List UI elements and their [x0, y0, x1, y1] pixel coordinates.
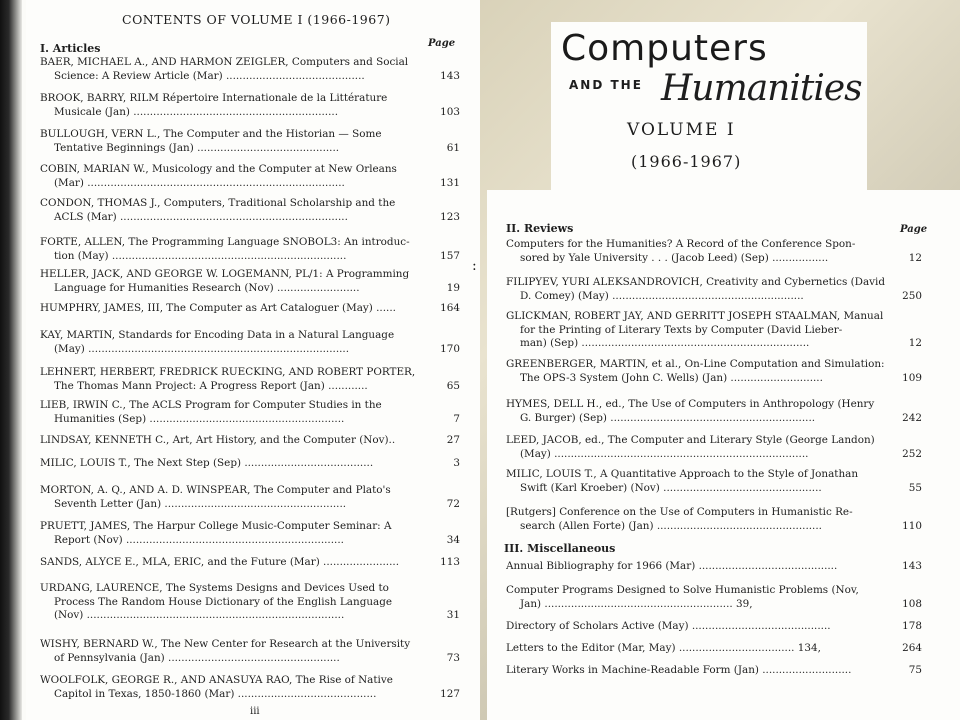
toc-entry	[506, 276, 892, 303]
toc-entry-page: 113	[440, 556, 460, 568]
toc-entry	[40, 520, 428, 547]
toc-entry-line: ACLS (Mar) .....................................................................	[54, 210, 348, 223]
toc-entry-line: (Nov) ..............................................................................	[54, 609, 345, 621]
toc-entry-line: LEED, JACOB, ed., The Computer and Literary Style (George Landon)	[506, 434, 875, 446]
toc-entry-page: 143	[902, 560, 922, 572]
toc-entry-line: Letters to the Editor (Mar, May) ................................... 134,	[506, 642, 821, 654]
toc-entry	[506, 238, 892, 265]
toc-entry-page: 103	[440, 105, 460, 118]
toc-entry-page: 34	[446, 533, 460, 546]
section-reviews-heading: II. Reviews	[506, 222, 574, 235]
toc-entry	[40, 638, 428, 665]
toc-entry-line: The OPS-3 System (John C. Wells) (Jan) ............................	[520, 371, 823, 384]
toc-entry-line: COBIN, MARIAN W., Musicology and the Computer at New Orleans	[40, 163, 397, 175]
toc-entry-line: Swift (Karl Kroeber) (Nov) ................................................	[520, 481, 822, 494]
toc-entry-line: Computers for the Humanities? A Record of the Conference Spon-	[506, 238, 856, 250]
toc-entry-line: Humanities (Sep) ...........................................................	[54, 412, 345, 425]
toc-entry-line: LINDSAY, KENNETH C., Art, Art History, and the Computer (Nov)..	[40, 434, 396, 446]
toc-entry-page: 3	[453, 457, 460, 469]
toc-entry-line: [Rutgers] Conference on the Use of Computers in Humanistic Re-	[506, 506, 853, 518]
toc-entry	[40, 674, 428, 701]
toc-entry-line: search (Allen Forte) (Jan) ..................................................	[520, 519, 822, 532]
toc-entry-page: 19	[446, 281, 460, 294]
toc-entry-line: The Thomas Mann Project: A Progress Report (Jan) ............	[54, 379, 368, 392]
toc-entry-page: 108	[902, 597, 922, 610]
toc-entry-line: Tentative Beginnings (Jan) ...........................................	[54, 141, 340, 154]
toc-entry	[40, 163, 428, 190]
toc-entry-line: Jan) ......................................................... 39,	[520, 597, 753, 610]
toc-entry-page: 178	[902, 620, 922, 632]
toc-entry	[40, 128, 428, 155]
toc-entry-line: BAER, MICHAEL A., AND HARMON ZEIGLER, Computers and Social	[40, 56, 409, 68]
toc-entry-page: 61	[446, 141, 460, 154]
toc-entry	[506, 560, 892, 574]
toc-entry-page: 109	[902, 371, 922, 384]
toc-entry-line: FILIPYEV, YURI ALEKSANDROVICH, Creativity and Cybernetics (David	[506, 276, 886, 288]
toc-entry-line: Science: A Review Article (Mar) ..........................................	[54, 69, 365, 82]
toc-entry-page: 250	[902, 289, 922, 302]
toc-entry	[40, 434, 428, 448]
toc-entry-line: (May) ...............................................................................	[54, 342, 350, 355]
page-column-label: Page	[428, 38, 456, 49]
toc-entry-page: 7	[453, 412, 460, 425]
section-misc-heading: III. Miscellaneous	[504, 542, 616, 555]
toc-entry	[40, 457, 428, 471]
toc-entry	[40, 197, 428, 224]
toc-entry	[40, 366, 428, 393]
gutter-mark: :	[472, 258, 477, 274]
toc-entry-page: 27	[446, 434, 460, 446]
toc-entry-line: (Mar) ..............................................................................	[54, 176, 345, 189]
toc-entry	[506, 398, 892, 425]
toc-entry-line: for the Printing of Literary Texts by Computer (David Lieber-	[520, 323, 843, 336]
masthead-volume: VOLUME I	[627, 120, 736, 140]
toc-entry	[506, 584, 892, 611]
toc-entry	[40, 56, 428, 83]
toc-entry-page: 157	[440, 249, 460, 262]
page-edge	[0, 0, 22, 720]
toc-entry	[506, 506, 892, 533]
section-articles-heading: I. Articles	[40, 42, 101, 55]
toc-entry	[40, 236, 428, 263]
masthead-and-the: AND THE	[569, 78, 643, 92]
toc-entry-line: sored by Yale University . . . (Jacob Leed) (Sep) .................	[520, 251, 829, 264]
toc-entry-line: WISHY, BERNARD W., The New Center for Research at the University	[40, 638, 411, 650]
toc-entry-line: Computer Programs Designed to Solve Humanistic Problems (Nov,	[506, 584, 859, 596]
toc-entry-line: of Pennsylvania (Jan) ....................................................	[54, 651, 340, 664]
toc-entry-line: Musicale (Jan) ..............................................................	[54, 105, 339, 118]
toc-entry-line: Report (Nov) ..................................................................	[54, 533, 344, 546]
toc-entry-line: PRUETT, JAMES, The Harpur College Music-Computer Seminar: A	[40, 520, 392, 532]
toc-entry-page: 264	[902, 642, 922, 654]
toc-entry-line: HELLER, JACK, AND GEORGE W. LOGEMANN, PL/1: A Programming	[40, 268, 410, 280]
toc-entry-line: BULLOUGH, VERN L., The Computer and the Historian — Some	[40, 128, 382, 140]
toc-entry-line: GREENBERGER, MARTIN, et al., On-Line Computation and Simulation:	[506, 358, 885, 370]
toc-entry-line: CONDON, THOMAS J., Computers, Traditional Scholarship and the	[40, 197, 396, 209]
page-number-footer: iii	[250, 706, 260, 717]
toc-entry-line: WOOLFOLK, GEORGE R., AND ANASUYA RAO, The Rise of Native	[40, 674, 393, 686]
toc-entry-page: 72	[446, 497, 460, 510]
toc-entry-line: Process The Random House Dictionary of the English Language	[54, 595, 393, 608]
toc-entry-line: tion (May) .......................................................................	[54, 249, 347, 262]
toc-entry-line: Language for Humanities Research (Nov) .........................	[54, 281, 360, 294]
toc-entry-line: MILIC, LOUIS T., A Quantitative Approach to the Style of Jonathan	[506, 468, 859, 480]
toc-entry-page: 12	[908, 251, 922, 264]
toc-entry-page: 65	[446, 379, 460, 392]
toc-entry-page: 252	[902, 447, 922, 460]
contents-title: CONTENTS OF VOLUME I (1966-1967)	[122, 12, 391, 27]
toc-entry-line: LEHNERT, HERBERT, FREDRICK RUECKING, AND ROBERT PORTER,	[40, 366, 416, 378]
toc-entry-page: 12	[908, 337, 922, 349]
toc-entry	[506, 468, 892, 495]
toc-entry-line: SANDS, ALYCE E., MLA, ERIC, and the Future (Mar) .......................	[40, 556, 400, 568]
toc-entry-line: (May) .............................................................................	[520, 447, 809, 460]
toc-entry	[40, 268, 428, 295]
masthead-years: (1966-1967)	[631, 152, 742, 171]
toc-entry-page: 123	[440, 210, 460, 223]
toc-entry-line: man) (Sep) .....................................................................	[520, 337, 810, 349]
toc-entry	[506, 642, 892, 656]
toc-entry	[40, 302, 428, 316]
toc-entry-line: URDANG, LAURENCE, The Systems Designs and Devices Used to	[40, 582, 389, 594]
toc-entry-line: BROOK, BARRY, RILM Répertoire Internationale de la Littérature	[40, 92, 388, 104]
toc-entry-page: 31	[446, 609, 460, 621]
toc-entry-page: 131	[440, 176, 460, 189]
toc-entry	[40, 484, 428, 511]
toc-entry-page: 164	[440, 302, 460, 314]
journal-masthead	[551, 22, 867, 192]
toc-entry	[40, 92, 428, 119]
toc-entry-page: 127	[440, 687, 460, 700]
toc-entry-line: GLICKMAN, ROBERT JAY, AND GERRITT JOSEPH STAALMAN, Manual	[506, 310, 884, 322]
toc-entry-page: 143	[440, 69, 460, 82]
masthead-computers: Computers	[561, 28, 768, 69]
toc-entry-page: 73	[446, 651, 460, 664]
toc-entry	[40, 556, 428, 570]
toc-entry	[506, 664, 892, 678]
toc-entry-line: HYMES, DELL H., ed., The Use of Computers in Anthropology (Henry	[506, 398, 875, 410]
masthead-humanities: Humanities	[661, 68, 862, 109]
toc-entry-line: MORTON, A. Q., AND A. D. WINSPEAR, The Computer and Plato's	[40, 484, 391, 496]
reviews-page-label: Page	[900, 224, 928, 235]
toc-entry-line: LIEB, IRWIN C., The ACLS Program for Computer Studies in the	[40, 399, 382, 411]
toc-entry	[506, 620, 892, 634]
toc-entry-line: Literary Works in Machine-Readable Form (Jan) ...........................	[506, 664, 852, 676]
toc-entry-line: D. Comey) (May) ..........................................................	[520, 289, 804, 302]
toc-entry	[506, 310, 892, 351]
toc-entry	[506, 358, 892, 385]
toc-entry-line: KAY, MARTIN, Standards for Encoding Data in a Natural Language	[40, 329, 395, 341]
toc-entry-page: 242	[902, 411, 922, 424]
toc-entry-page: 55	[908, 481, 922, 494]
toc-entry-line: Seventh Letter (Jan) .......................................................	[54, 497, 347, 510]
toc-entry	[40, 582, 428, 623]
toc-entry-page: 170	[440, 342, 460, 355]
toc-entry-line: Capitol in Texas, 1850-1860 (Mar) ..........................................	[54, 687, 377, 700]
toc-entry	[506, 434, 892, 461]
toc-entry	[40, 329, 428, 356]
toc-entry-line: MILIC, LOUIS T., The Next Step (Sep) .......................................	[40, 457, 374, 469]
toc-entry-line: Annual Bibliography for 1966 (Mar) ..........................................	[506, 560, 838, 572]
toc-entry-line: HUMPHRY, JAMES, III, The Computer as Art Cataloguer (May) ......	[40, 302, 396, 314]
toc-entry-line: Directory of Scholars Active (May) ..........................................	[506, 620, 831, 632]
toc-entry-page: 110	[902, 519, 922, 532]
toc-entry-line: G. Burger) (Sep) ..............................................................	[520, 411, 816, 424]
toc-entry	[40, 399, 428, 426]
toc-entry-line: FORTE, ALLEN, The Programming Language SNOBOL3: An introduc-	[40, 236, 410, 248]
toc-entry-page: 75	[908, 664, 922, 676]
